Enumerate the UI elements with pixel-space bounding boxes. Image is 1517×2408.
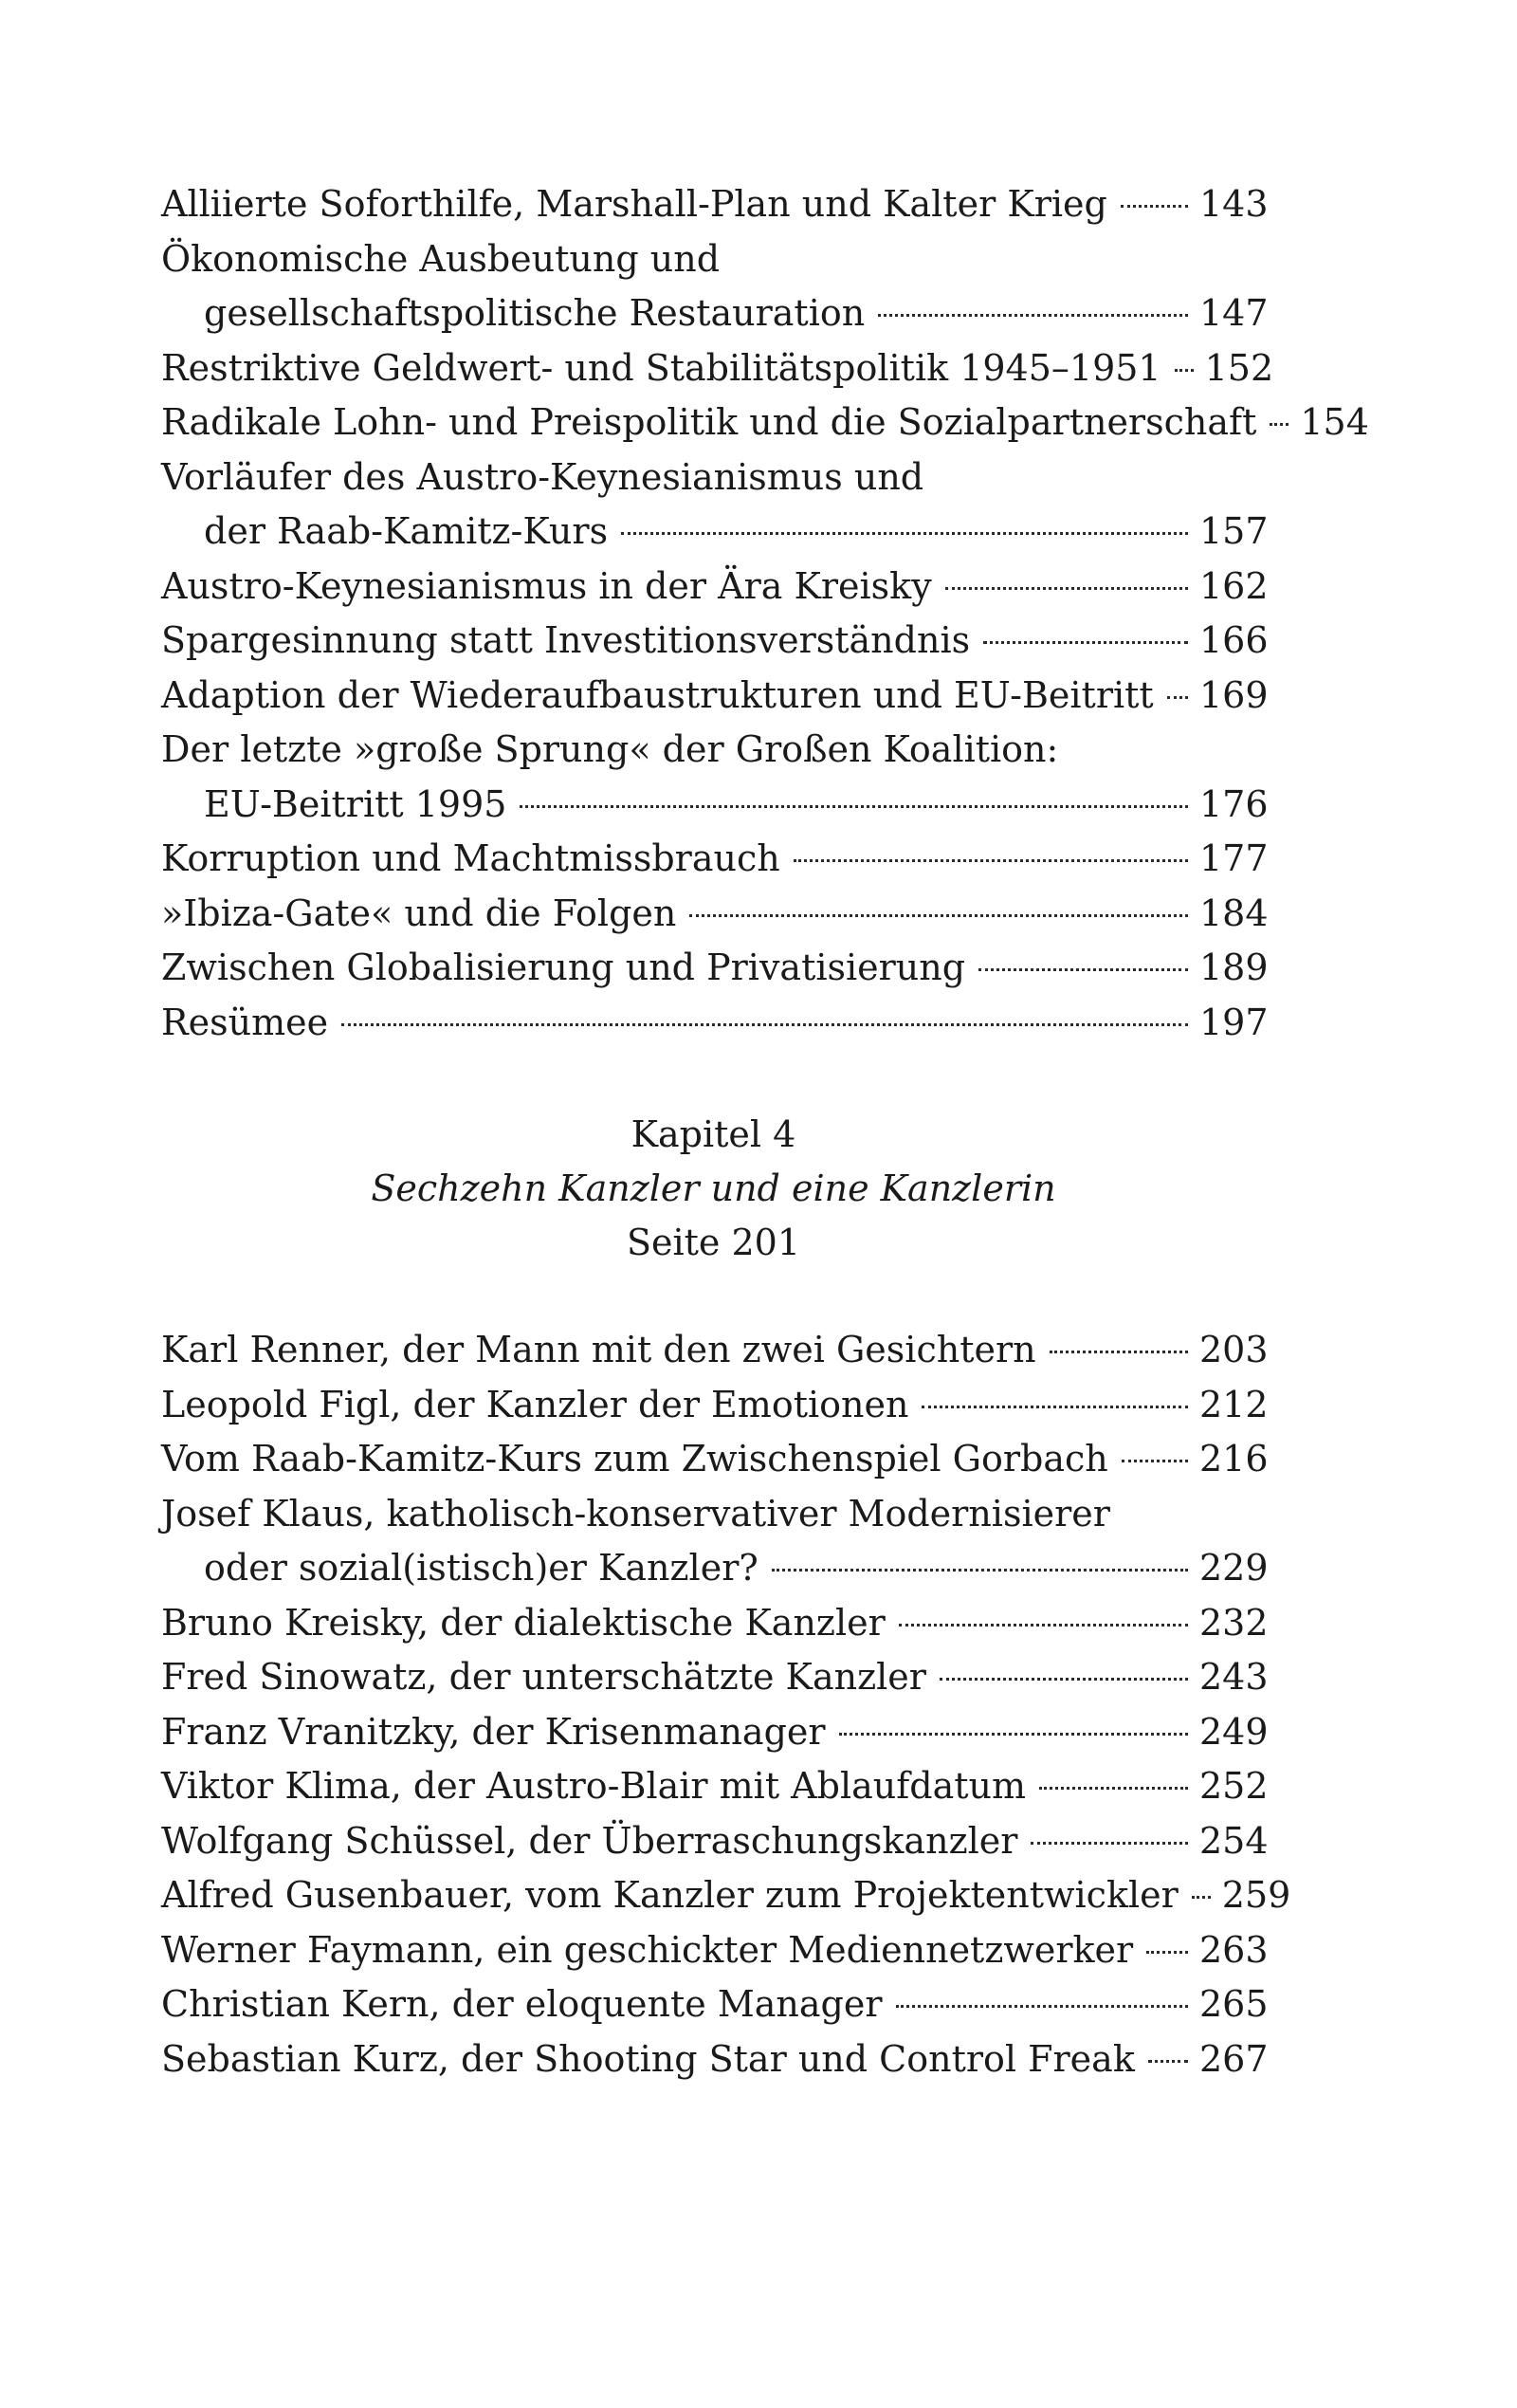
toc-entry[interactable] [161,177,1269,232]
toc-entry[interactable] [161,341,1274,396]
toc-entry-title: »Ibiza-Gate« und die Folgen [161,892,677,934]
toc-entry-title: Der letzte »große Sprung« der Großen Koalition: [161,728,1059,770]
toc-entry-page: 197 [1199,1001,1269,1043]
toc-entry-title: Alfred Gusenbauer, vom Kanzler zum Projektentwickler [161,1874,1179,1916]
dot-leader [945,587,1188,590]
toc-entry-page: 263 [1199,1928,1269,1971]
toc-entry[interactable] [161,1868,1291,1923]
chapter-label: Kapitel 4 [631,1113,796,1155]
toc-entry-page: 184 [1199,892,1269,934]
toc-entry[interactable] [161,1487,1269,1596]
toc-entry-title-cont: der Raab-Kamitz-Kurs [204,510,609,552]
toc-entry-title-cont: gesellschaftspolitische Restauration [204,292,866,334]
dot-leader [1175,369,1194,372]
toc-entry-title: Werner Faymann, ein geschickter Mediennetzwerker [161,1928,1134,1971]
dot-leader [1270,423,1289,426]
toc-entry-page: 162 [1199,564,1269,607]
toc-entry-page: 249 [1199,1710,1269,1753]
toc-entry-title: Ökonomische Ausbeutung und [161,237,721,280]
dot-leader [341,1023,1188,1026]
toc-entry-page: 166 [1199,619,1269,661]
toc-entry-page: 176 [1199,782,1269,825]
dot-leader [1146,1951,1188,1954]
toc-entry-title: Zwischen Globalisierung und Privatisierung [161,947,966,988]
toc-entry[interactable] [161,887,1269,942]
toc-entry-title: Alliierte Soforthilfe, Marshall-Plan und Kalter Krieg [161,183,1107,225]
toc-entry-title: Spargesinnung statt Investitionsverständnis [161,619,971,661]
toc-entry-title: Adaption der Wiederaufbaustrukturen und EU-Beitritt [161,673,1154,716]
chapter-page-ref: Seite 201 [626,1222,801,1263]
toc-entry-page: 152 [1204,346,1274,389]
toc-entry[interactable] [161,560,1269,615]
toc-entry[interactable] [161,1705,1269,1760]
toc-section-bottom [161,1323,1291,2086]
toc-entry-page: 265 [1199,1983,1269,2025]
toc-entry[interactable] [161,669,1269,724]
toc-entry-title: Vom Raab-Kamitz-Kurs zum Zwischenspiel Gorbach [161,1438,1108,1480]
toc-entry-title: Franz Vranitzky, der Krisenmanager [161,1710,826,1753]
dot-leader [1167,696,1188,699]
toc-entry-page: 169 [1199,673,1269,716]
dot-leader [878,314,1188,317]
dot-leader [983,641,1188,644]
toc-entry-page: 254 [1199,1819,1269,1862]
dot-leader [940,1678,1188,1681]
toc-entry[interactable] [161,1759,1269,1814]
toc-entry[interactable] [161,996,1269,1051]
toc-entry[interactable] [161,614,1269,669]
toc-entry-title: Leopold Figl, der Kanzler der Emotionen [161,1383,909,1425]
dot-leader [1031,1842,1188,1845]
toc-entry-page: 203 [1199,1329,1269,1370]
dot-leader [1050,1351,1188,1353]
dot-leader [899,1624,1188,1627]
toc-entry[interactable] [161,1977,1269,2032]
toc-entry-page: 189 [1199,947,1269,988]
toc-entry-title: Austro-Keynesianismus in der Ära Kreisky [161,564,932,607]
toc-entry-title: Viktor Klima, der Austro-Blair mit Ablaufdatum [161,1765,1027,1807]
dot-leader [896,2005,1188,2008]
toc-entry-title: Karl Renner, der Mann mit den zwei Gesichtern [161,1329,1036,1370]
toc-entry-page: 147 [1199,292,1269,334]
chapter-heading [161,1108,1266,1270]
toc-entry[interactable] [161,1596,1269,1651]
dot-leader [922,1406,1188,1408]
toc-entry[interactable] [161,1323,1269,1378]
dot-leader [1121,205,1188,208]
toc-entry-title-cont: oder sozial(istisch)er Kanzler? [204,1547,758,1589]
toc-entry-page: 267 [1199,2037,1269,2080]
toc-entry-title: Christian Kern, der eloquente Manager [161,1983,883,2025]
dot-leader [772,1569,1188,1572]
toc-entry-title: Korruption und Machtmissbrauch [161,837,780,879]
toc-entry-title: Bruno Kreisky, der dialektische Kanzler [161,1601,886,1644]
toc-entry-title-cont: EU-Beitritt 1995 [204,782,507,825]
toc-entry-page: 157 [1199,510,1269,552]
toc-entry-page: 252 [1199,1765,1269,1807]
toc-entry-title: Restriktive Geldwert- und Stabilitätspolitik 1945–1951 [161,346,1161,389]
toc-entry-title: Vorläufer des Austro-Keynesianismus und [161,455,924,498]
toc-entry[interactable] [161,832,1269,887]
dot-leader [839,1733,1188,1736]
toc-entry-page: 143 [1199,183,1269,225]
toc-entry[interactable] [161,1432,1269,1487]
dot-leader [1192,1896,1211,1899]
dot-leader [978,968,1188,971]
toc-entry[interactable] [161,232,1269,341]
chapter-title: Sechzehn Kanzler und eine Kanzlerin [371,1167,1056,1209]
dot-leader [1122,1460,1188,1462]
toc-entry-page: 232 [1199,1601,1269,1644]
dot-leader [621,532,1188,535]
dot-leader [689,914,1188,917]
toc-entry[interactable] [161,723,1269,832]
toc-entry-page: 154 [1300,401,1369,443]
toc-entry-title: Sebastian Kurz, der Shooting Star und Control Freak [161,2037,1135,2080]
toc-entry[interactable] [161,2032,1269,2087]
toc-entry[interactable] [161,395,1369,450]
toc-entry[interactable] [161,1378,1269,1433]
toc-entry[interactable] [161,1814,1269,1869]
toc-section-top [161,177,1369,1050]
dot-leader [1148,2060,1188,2063]
toc-entry-page: 212 [1199,1383,1269,1425]
toc-entry-title: Fred Sinowatz, der unterschätzte Kanzler [161,1656,926,1698]
toc-entry[interactable] [161,1923,1269,1978]
dot-leader [520,805,1188,808]
toc-entry-page: 177 [1199,837,1269,879]
toc-entry-page: 216 [1199,1438,1269,1480]
toc-entry-title: Josef Klaus, katholisch-konservativer Modernisierer [161,1492,1110,1535]
dot-leader [794,859,1188,862]
toc-entry-title: Wolfgang Schüssel, der Überraschungskanzler [161,1819,1018,1862]
toc-entry-title: Radikale Lohn- und Preispolitik und die Sozialpartnerschaft [161,401,1257,443]
toc-entry-title: Resümee [161,1001,329,1043]
toc-entry[interactable] [161,941,1269,996]
toc-entry-page: 243 [1199,1656,1269,1698]
toc-entry[interactable] [161,1650,1269,1705]
toc-entry[interactable] [161,450,1269,560]
toc-entry-page: 259 [1221,1874,1291,1916]
dot-leader [1039,1787,1188,1790]
toc-entry-page: 229 [1199,1547,1269,1589]
